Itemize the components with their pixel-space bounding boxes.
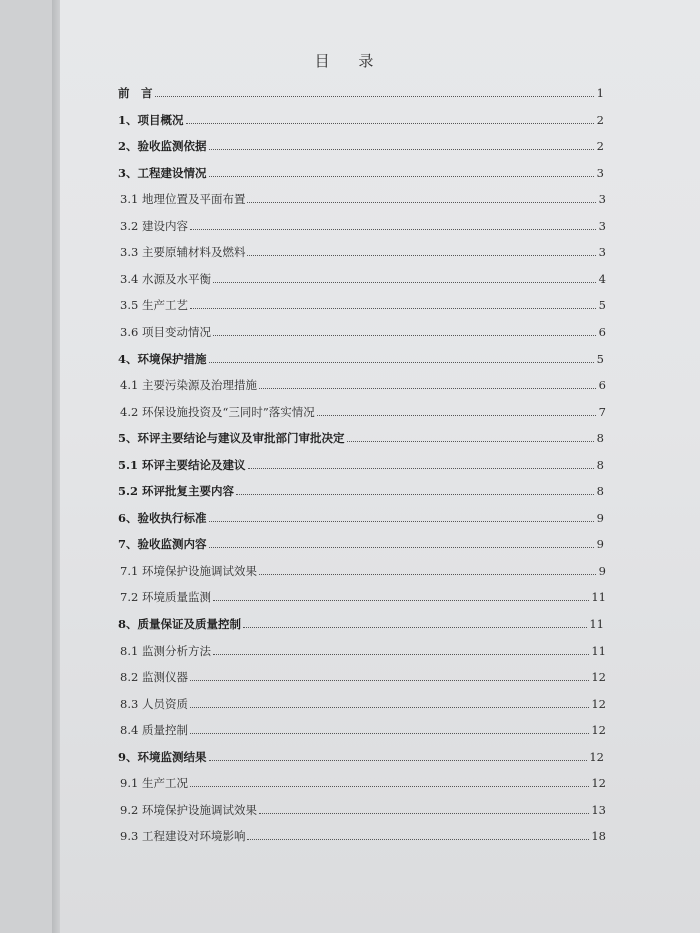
toc-page-number: 9: [596, 510, 604, 525]
toc-entry-title: 3、工程建设情况: [118, 165, 207, 180]
toc-entry[interactable]: [120, 215, 606, 233]
toc-entry[interactable]: [118, 348, 604, 366]
toc-leader-dots: [259, 813, 589, 814]
toc-entry-title: 7、验收监测内容: [118, 537, 207, 552]
toc-leader-dots: [247, 255, 596, 256]
toc-entry-title: 3.6 项目变动情况: [120, 324, 211, 339]
toc-entry-title: 7.1 环境保护设施调试效果: [120, 563, 257, 578]
toc-entry-title: 9.1 生产工况: [120, 776, 188, 791]
toc-leader-dots: [209, 760, 588, 761]
toc-leader-dots: [213, 282, 596, 283]
toc-entry-title: 4、环境保护措施: [118, 351, 207, 366]
toc-page-number: 12: [589, 749, 604, 764]
toc-entry-title: 8.1 监测分析方法: [120, 643, 211, 658]
toc-entry[interactable]: [120, 321, 606, 339]
toc-page-number: 13: [591, 802, 606, 817]
toc-entry-title: 3.3 主要原辅材料及燃料: [120, 245, 246, 260]
toc-page-number: 6: [598, 324, 606, 339]
toc-leader-dots: [209, 362, 594, 363]
toc-leader-dots: [213, 654, 589, 655]
toc-leader-dots: [347, 441, 595, 442]
toc-leader-dots: [259, 574, 596, 575]
toc-page-number: 8: [596, 484, 604, 499]
toc-page-number: 11: [589, 617, 604, 631]
toc-entry[interactable]: [120, 586, 606, 604]
toc-page-number: 2: [596, 112, 604, 127]
toc-entry[interactable]: [118, 533, 604, 551]
toc-entry-title: 3.1 地理位置及平面布置: [120, 192, 246, 207]
toc-entry-title: 3.2 建设内容: [120, 218, 188, 233]
toc-entry[interactable]: [120, 719, 606, 737]
toc-page-number: 11: [591, 643, 606, 658]
toc-entry[interactable]: [118, 480, 604, 498]
toc-entry[interactable]: [118, 109, 604, 127]
toc-entry-title: 4.2 环保设施投资及“三同时”落实情况: [120, 404, 315, 419]
toc-entry[interactable]: [118, 427, 604, 445]
toc-leader-dots: [190, 786, 589, 787]
toc-entry[interactable]: [120, 693, 606, 711]
toc-entry-title: 9.3 工程建设对环境影响: [120, 829, 246, 844]
toc-page-number: 3: [596, 165, 604, 180]
toc-entry-title: 5、环评主要结论与建议及审批部门审批决定: [118, 431, 345, 446]
toc-entry-title: 2、验收监测依据: [118, 139, 207, 154]
toc-page-number: 6: [598, 378, 606, 393]
toc-leader-dots: [190, 229, 596, 230]
toc-entry-title: 5.2 环评批复主要内容: [118, 484, 235, 499]
toc-entry[interactable]: [118, 454, 604, 472]
toc-leader-dots: [209, 176, 594, 177]
toc-leader-dots: [190, 733, 589, 734]
toc-entry[interactable]: [118, 613, 604, 631]
toc-entry[interactable]: [118, 746, 604, 764]
toc-page-number: 12: [591, 670, 606, 685]
toc-leader-dots: [209, 149, 594, 150]
toc-leader-dots: [155, 96, 595, 97]
toc-entry-title: 4.1 主要污染源及治理措施: [120, 378, 257, 393]
toc-entry[interactable]: [118, 162, 604, 180]
toc-page-number: 4: [598, 271, 606, 286]
toc-entry[interactable]: [118, 507, 604, 525]
toc-entry-title: 8.4 质量控制: [120, 723, 188, 738]
toc-entry[interactable]: [118, 135, 604, 153]
toc-entry[interactable]: [120, 401, 606, 419]
toc-entry-title: 前 言: [118, 86, 153, 100]
toc-page-number: 8: [596, 431, 604, 446]
toc-leader-dots: [247, 202, 596, 203]
toc-page-number: 3: [598, 218, 606, 233]
toc-page-number: 5: [598, 298, 606, 313]
toc-page-number: 2: [596, 139, 604, 154]
toc-page-number: 1: [596, 86, 604, 100]
toc-entry-title: 5.1 环评主要结论及建议: [118, 457, 246, 472]
toc-page-number: 3: [598, 245, 606, 260]
toc-entry-title: 7.2 环境质量监测: [120, 590, 211, 605]
toc-entry-title: 3.4 水源及水平衡: [120, 271, 211, 286]
toc-leader-dots: [190, 308, 596, 309]
toc-entry[interactable]: [120, 241, 606, 259]
toc-entry[interactable]: [120, 825, 606, 843]
toc-page-number: 12: [591, 776, 606, 791]
toc-entry[interactable]: [120, 560, 606, 578]
toc-entry[interactable]: [120, 772, 606, 790]
toc-leader-dots: [317, 415, 596, 416]
toc-page-number: 12: [591, 696, 606, 711]
toc-entry[interactable]: [118, 82, 604, 100]
toc-entry-title: 9.2 环境保护设施调试效果: [120, 802, 257, 817]
toc-entry[interactable]: [120, 268, 606, 286]
toc-page-number: 12: [591, 723, 606, 738]
toc-entry-title: 8.2 监测仪器: [120, 670, 188, 685]
toc-leader-dots: [209, 547, 594, 548]
toc-page-number: 3: [598, 192, 606, 207]
toc-leader-dots: [236, 494, 594, 495]
toc-entry[interactable]: [120, 666, 606, 684]
toc-entry-title: 3.5 生产工艺: [120, 298, 188, 313]
toc-entry-title: 6、验收执行标准: [118, 510, 207, 525]
toc-entry-title: 9、环境监测结果: [118, 749, 207, 764]
toc-leader-dots: [190, 707, 589, 708]
toc-leader-dots: [247, 839, 589, 840]
toc-leader-dots: [248, 468, 594, 469]
toc-leader-dots: [213, 600, 589, 601]
toc-entry[interactable]: [120, 799, 606, 817]
toc-entry-title: 8.3 人员资质: [120, 696, 188, 711]
toc-page-number: 9: [598, 563, 606, 578]
toc-entry[interactable]: [120, 188, 606, 206]
toc-leader-dots: [243, 627, 587, 628]
toc-leader-dots: [190, 680, 589, 681]
toc-entry[interactable]: [120, 640, 606, 658]
toc-entry[interactable]: [120, 374, 606, 392]
toc-entry-title: 1、项目概况: [118, 112, 184, 127]
toc-page-number: 18: [591, 829, 606, 844]
toc-leader-dots: [259, 388, 596, 389]
toc-leader-dots: [213, 335, 596, 336]
toc-entry-title: 8、质量保证及质量控制: [118, 617, 242, 631]
toc-entry[interactable]: [120, 294, 606, 312]
toc-page-number: 5: [596, 351, 604, 366]
toc-leader-dots: [209, 521, 594, 522]
toc-leader-dots: [186, 123, 594, 124]
toc-page-number: 8: [596, 457, 604, 472]
toc-page-number: 7: [598, 404, 606, 419]
toc-page-number: 11: [591, 590, 606, 605]
page-title: 目 录: [314, 52, 386, 70]
toc-page-number: 9: [596, 537, 604, 552]
